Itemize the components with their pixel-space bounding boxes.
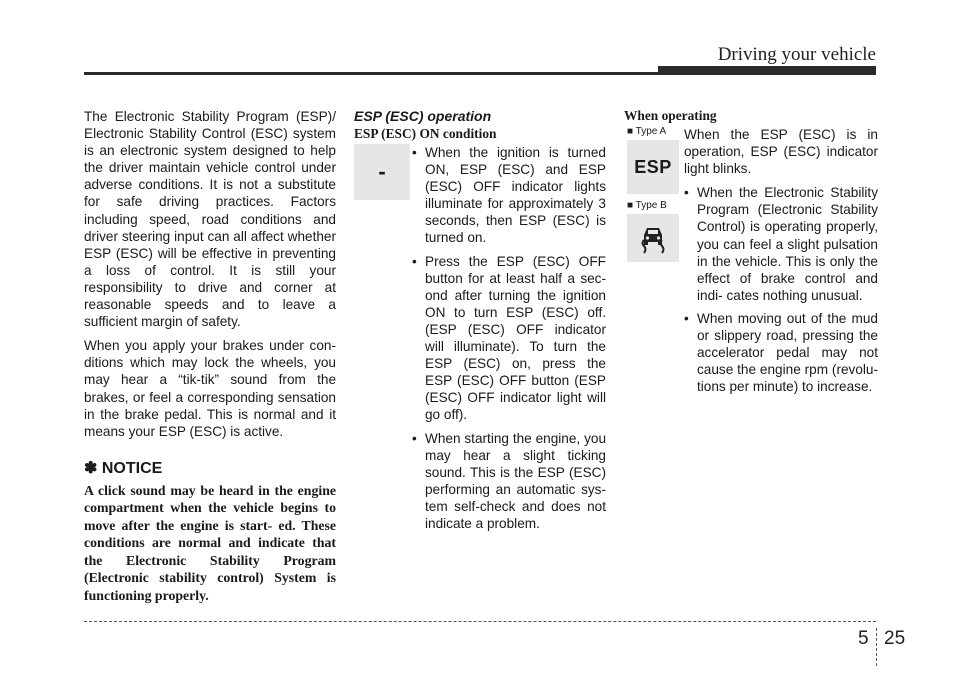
intro-paragraph: The Electronic Stability Program (ESP)/ Electronic Stability Control (ESC) system is an electronic system designed to help the driver maintain vehicle control under adverse conditions. It is not a substitute for safe driving practices. Factors including speed, road conditions and driver steering input can all affect whether ESP (ESC) will be effective in preventing a loss of control. It is still your responsibility to drive and corner at reasonable speeds and to leave a sufficient margin of safety. bbox=[84, 109, 336, 330]
list-item: • Press the ESP (ESC) OFF button for at least half a sec- ond after turning the ignition ON to turn ESP (ESC) off. (ESP (ESC) OFF indicator will illuminate). To turn the ESP (ESC) on, press the ESP (ESC) OFF button (ESP (ESC) OFF indicator light will go off). bbox=[412, 253, 606, 423]
operating-intro: When the ESP (ESC) is in operation, ESP (ESC) indicator light blinks. bbox=[684, 127, 878, 177]
type-a-label: ■ Type A bbox=[627, 126, 667, 137]
column-middle bbox=[354, 108, 606, 538]
list-item: • When starting the engine, you may hear a slight ticking sound. This is the ESP (ESC) performing an automatic sys- tem self-check and does not indicate a problem. bbox=[412, 430, 606, 531]
list-item: • When moving out of the mud or slippery road, pressing the accelerator pedal may not cause the engine rpm (revolu- tions per minute) to increase. bbox=[684, 310, 878, 395]
list-item: • When the Electronic Stability Program (Electronic Stability Control) is operating properly, you can feel a slight pulsation in the vehicle. This is only the effect of brake control and indi- cates nothing unusual. bbox=[684, 185, 878, 303]
esp-on-bullets bbox=[354, 144, 606, 532]
list-item: • When the ignition is turned ON, ESP (ESC) and ESP (ESC) OFF indicator lights illuminate for approximately 3 seconds, then ESP (ESC) is turned on. bbox=[412, 145, 606, 246]
type-b-label: ■ Type B bbox=[627, 200, 667, 211]
dash-symbol: - bbox=[378, 159, 386, 184]
column-right bbox=[624, 108, 878, 401]
esp-on-condition-title: ESP (ESC) ON condition bbox=[354, 126, 497, 141]
notice-body: A click sound may be heard in the engine compartment when the vehicle begins to move after the engine is start- ed. These conditions are normal and indicate that the Electronic Stability Program (Electronic stability control) System is functioning properly. bbox=[84, 482, 336, 603]
when-operating-title: When operating bbox=[624, 108, 717, 123]
footer-divider bbox=[84, 621, 876, 622]
operating-bullets bbox=[624, 184, 878, 395]
notice-title: ✽ NOTICE bbox=[84, 459, 163, 477]
page-header-title: Driving your vehicle bbox=[717, 44, 876, 65]
esp-icon-text: ESP bbox=[634, 156, 672, 177]
brake-paragraph: When you apply your brakes under con- ditions which may lock the wheels, you may hear a “tik-tik” sound from the brakes, or feel a corresponding sensation in the brake pedal. This is normal and it means your ESP (ESC) is active. bbox=[84, 338, 336, 439]
page-number: 25 bbox=[884, 628, 906, 649]
chapter-number: 5 bbox=[858, 628, 869, 649]
page-number-separator bbox=[876, 628, 877, 666]
section-title: ESP (ESC) operation bbox=[354, 108, 492, 124]
header-rule-accent bbox=[658, 66, 876, 73]
column-left bbox=[84, 108, 336, 604]
